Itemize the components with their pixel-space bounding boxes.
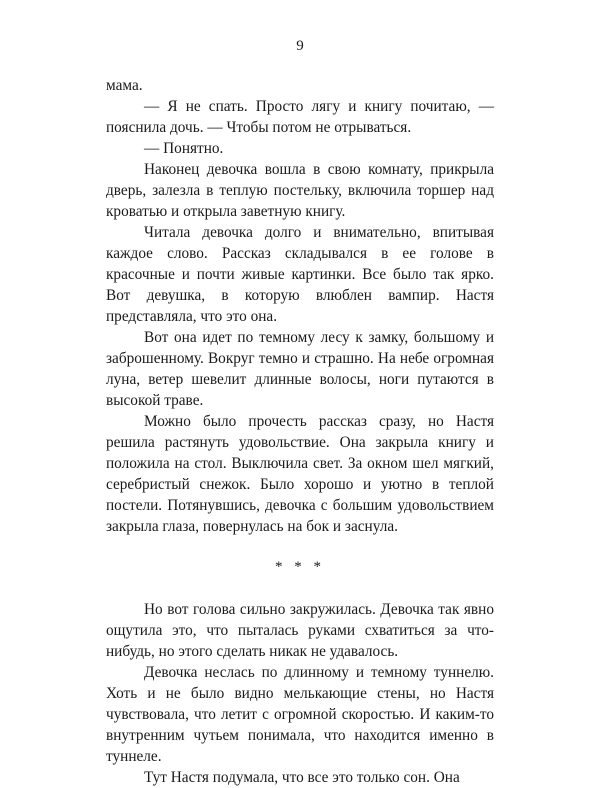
- page-body: [106, 75, 494, 788]
- paragraph: Тут Настя подумала, что все это только сон. Она: [144, 769, 460, 786]
- paragraph: Девочка неслась по длинному и темному туннелю. Хоть и не было видно мелькающие стены, но Настя чувствовала, что летит с огромной скоростью. И каким-то внутренним чутьем понимала, что находится именно в туннеле.: [106, 664, 494, 765]
- paragraph: мама.: [106, 77, 143, 94]
- paragraph: — Понятно.: [144, 140, 224, 157]
- paragraph: Наконец девочка вошла в свою комнату, прикрыла дверь, залезла в теплую постельку, включила торшер над кроватью и открыла заветную книгу.: [106, 161, 494, 220]
- paragraph: Вот она идет по темному лесу к замку, большому и заброшенному. Вокруг темно и страшно. На небе огромная луна, ветер шевелит длинные волосы, ноги путаются в высокой траве.: [106, 329, 494, 409]
- section-separator: * * *: [275, 559, 325, 575]
- paragraph: — Я не спать. Просто лягу и книгу почитаю, — пояснила дочь. — Чтобы потом не отрываться.: [106, 98, 494, 136]
- paragraph: Но вот голова сильно закружилась. Девочка так явно ощутила это, что пыталась руками схватиться за что-нибудь, но этого сделать никак не удавалось.: [106, 601, 494, 660]
- paragraph: Можно было прочесть рассказ сразу, но Настя решила растянуть удовольствие. Она закрыла книгу и положила на стол. Выключила свет. За окном шел мягкий, серебристый снежок. Было хорошо и уютно в теплой постели. Потянувшись, девочка с большим удовольствием закрыла глаза, повернулась на бок и заснула.: [106, 413, 494, 535]
- page-number: 9: [296, 38, 304, 54]
- paragraph: Читала девочка долго и внимательно, впитывая каждое слово. Рассказ складывался в ее голове в красочные и почти живые картинки. Все было так ярко. Вот девушка, в которую влюблен вампир. Настя представляла, что это она.: [106, 224, 494, 325]
